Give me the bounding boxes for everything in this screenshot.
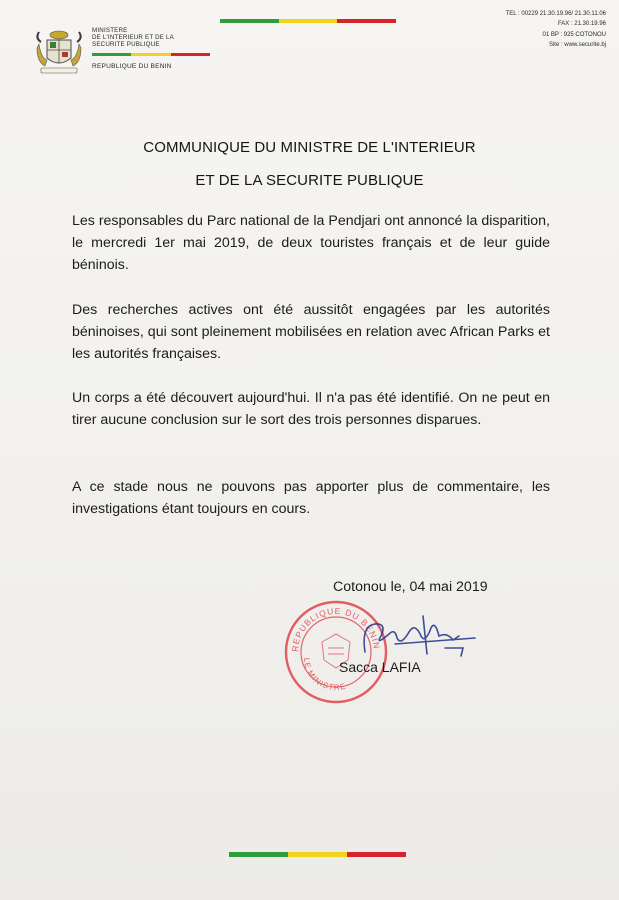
contact-bp: 01 BP : 925 COTONOU (542, 31, 606, 38)
ministry-line-1: MINISTERE (92, 27, 128, 34)
contact-site: Site : www.securite.bj (548, 41, 606, 48)
ministry-line-2: DE L'INTERIEUR ET DE LA (92, 34, 174, 42)
paragraph-3: Un corps a été découvert aujourd'hui. Il n'a pas été identifié. On ne peut en tirer aucune conclusion sur le sort des trois personnes disparues. (72, 390, 550, 428)
header-flag-bar (92, 53, 210, 56)
contact-fax: FAX : 21.30.19.96 (557, 21, 606, 28)
ministry-line-3: SECURITE PUBLIQUE (92, 41, 160, 49)
handwritten-signature (335, 606, 480, 666)
paragraph-2: Des recherches actives ont été aussitôt engagées par les autorités béninoises, qui sont pleinement mobilisées en relation avec African Parks et les autorités françaises. (72, 302, 550, 362)
place-and-date: Cotonou le, 04 mai 2019 (333, 579, 488, 595)
document-title-line-2: ET DE LA SECURITE PUBLIQUE (195, 172, 424, 189)
contact-block (406, 9, 606, 50)
benin-coat-of-arms-icon (33, 28, 85, 76)
bottom-flag-bar (229, 852, 406, 857)
stamp-top-text: REPUBLIQUE DU BENIN (289, 605, 383, 653)
paragraph-4: A ce stade nous ne pouvons pas apporter plus de commentaire, les investigations étant toujours en cours. (72, 479, 550, 517)
top-flag-bar (220, 19, 396, 23)
contact-tel: TEL : 00229 21.30.19.96/ 21.30.11.06 (505, 11, 606, 17)
signer-name: Sacca LAFIA (339, 659, 421, 675)
document-title-line-1: COMMUNIQUE DU MINISTRE DE L'INTERIEUR (143, 139, 476, 156)
republic-name: REPUBLIQUE DU BENIN (92, 63, 172, 70)
stamp-bottom-text: LE MINISTRE (301, 657, 348, 693)
ministry-name (92, 27, 202, 49)
paragraph-1: Les responsables du Parc national de la Pendjari ont annoncé la disparition, le mercredi 1er mai 2019, de deux touristes français et de leur guide béninois. (72, 213, 550, 273)
